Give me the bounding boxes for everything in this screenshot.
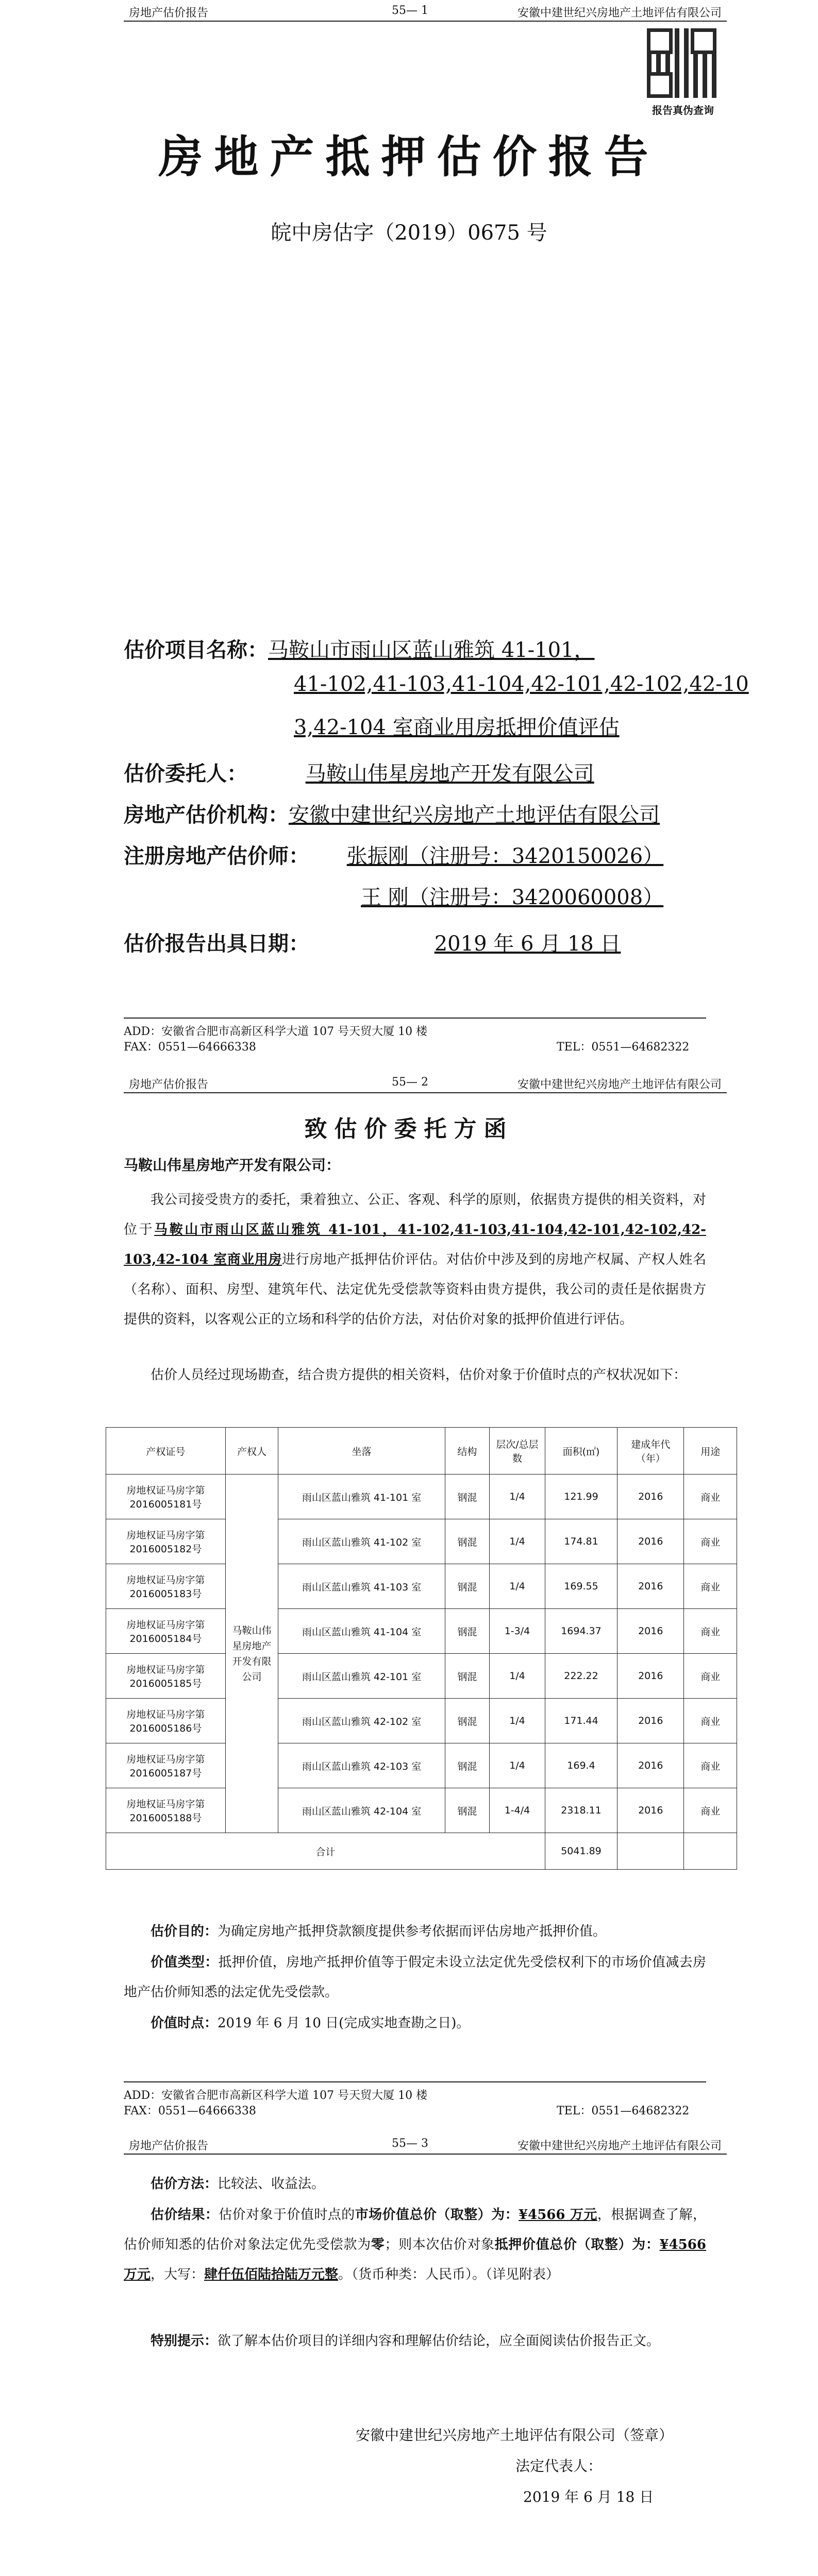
- cell-cert: 房地权证马房字第2016005181号: [106, 1475, 226, 1519]
- cell-cert: 房地权证马房字第2016005182号: [106, 1519, 226, 1564]
- table-row: [106, 1564, 737, 1609]
- cell-use: 商业: [684, 1699, 737, 1743]
- table-row: [106, 1519, 737, 1564]
- property-table: [106, 1427, 737, 1870]
- value-type-label: 价值类型：: [151, 1955, 219, 1970]
- cell-year: 2016: [617, 1654, 684, 1699]
- header-left: 房地产估价报告: [129, 7, 209, 20]
- letter-paragraph-2: 估价人员经过现场勘查，结合贵方提供的相关资料，估价对象于价值时点的产权状况如下：: [151, 1367, 687, 1383]
- cell-use: 商业: [684, 1654, 737, 1699]
- cell-structure: 钢混: [445, 1564, 489, 1609]
- cell-year: 2016: [617, 1699, 684, 1743]
- appraiser-1: 张振刚（注册号：3420150026）: [346, 844, 664, 868]
- footer-address: ADD：安徽省合肥市高新区科学大道 107 号天贸大厦 10 楼: [124, 1025, 428, 1038]
- cell-location: 雨山区蓝山雅筑 41-101 室: [278, 1475, 445, 1519]
- cell-location: 雨山区蓝山雅筑 42-103 室: [278, 1743, 445, 1788]
- report-date-row: [124, 927, 698, 957]
- table-row: [106, 1475, 737, 1519]
- report-page-2: [0, 1072, 818, 2128]
- p1-rest: 进行房地产抵押估价评估。对估价中涉及到的房地产权属、产权人姓名（名称）、面积、房型、建筑年代、法定优先受偿款等资料由贵方提供，我公司的责任是依据贵方提供的资料，以客观公正的立场和科学的估价方法，对估价对象的抵押价值进行评估。: [124, 1252, 706, 1327]
- letter-paragraph-1: [124, 1185, 706, 1334]
- report-title: 房地产抵押估价报告: [158, 131, 660, 183]
- col-floor: 层次/总层数: [490, 1428, 545, 1475]
- cell-use: 商业: [684, 1609, 737, 1654]
- cell-structure: 钢混: [445, 1475, 489, 1519]
- cell-floor: 1-3/4: [490, 1609, 545, 1654]
- value-date-text: 2019 年 6 月 10 日(完成实地查勘之日)。: [218, 2015, 470, 2031]
- cell-area: 222.22: [545, 1654, 617, 1699]
- cell-area: 171.44: [545, 1699, 617, 1743]
- project-name-line1: 马鞍山市雨山区蓝山雅筑 41-101，: [268, 638, 595, 662]
- cell-floor: 1/4: [490, 1564, 545, 1609]
- notice-label: 特别提示：: [151, 2333, 218, 2349]
- appraiser-label: 注册房地产估价师：: [124, 844, 309, 868]
- value-type-paragraph: [124, 1947, 706, 2007]
- cell-year: 2016: [617, 1564, 684, 1609]
- col-year: 建成年代（年）: [617, 1428, 684, 1475]
- col-structure: 结构: [445, 1428, 489, 1475]
- signature-date: 2019 年 6 月 18 日: [523, 2488, 654, 2505]
- cell-year: 2016: [617, 1475, 684, 1519]
- report-page-3: [0, 2133, 818, 2576]
- cell-use: 商业: [684, 1519, 737, 1564]
- table-row: [106, 1788, 737, 1833]
- cell-floor: 1/4: [490, 1475, 545, 1519]
- cell-cert: 房地权证马房字第2016005187号: [106, 1743, 226, 1788]
- cell-year: 2016: [617, 1743, 684, 1788]
- cell-year: 2016: [617, 1788, 684, 1833]
- value-date-label: 价值时点：: [151, 2015, 218, 2031]
- agency-row: [124, 799, 660, 828]
- cell-year: 2016: [617, 1609, 684, 1654]
- col-area: 面积(㎡): [545, 1428, 617, 1475]
- table-total-row: [106, 1833, 737, 1870]
- result-label: 估价结果：: [151, 2207, 219, 2223]
- footer-tel: TEL：0551—64682322: [557, 2105, 690, 2117]
- cell-cert: 房地权证马房字第2016005186号: [106, 1699, 226, 1743]
- cell-use: 商业: [684, 1788, 737, 1833]
- legal-representative: 法定代表人：: [515, 2458, 603, 2475]
- project-name-line3-row: [294, 711, 620, 740]
- cell-use: 商业: [684, 1475, 737, 1519]
- method-text: 比较法、收益法。: [218, 2176, 325, 2192]
- page-footer: [124, 2081, 706, 2117]
- header-right: 安徽中建世纪兴房地产土地评估有限公司: [517, 7, 722, 20]
- report-date-label: 估价报告出具日期：: [124, 931, 309, 956]
- footer-address: ADD：安徽省合肥市高新区科学大道 107 号天贸大厦 10 楼: [124, 2089, 428, 2102]
- header-right: 安徽中建世纪兴房地产土地评估有限公司: [517, 2140, 722, 2153]
- header-left: 房地产估价报告: [129, 2140, 209, 2153]
- result-paragraph: [124, 2200, 706, 2290]
- running-header: [124, 1072, 727, 1093]
- cell-structure: 钢混: [445, 1743, 489, 1788]
- cell-floor: 1/4: [490, 1654, 545, 1699]
- project-name-line2: 41-102,41-103,41-104,42-101,42-102,42-10: [294, 672, 749, 696]
- cell-cert: 房地权证马房字第2016005184号: [106, 1609, 226, 1654]
- qr-label: 报告真伪查询: [652, 104, 714, 116]
- cell-year: 2016: [617, 1519, 684, 1564]
- report-ref-number: 皖中房估字（2019）0675 号: [271, 221, 547, 245]
- cell-location: 雨山区蓝山雅筑 41-104 室: [278, 1609, 445, 1654]
- agency-label: 房地产估价机构：: [124, 803, 289, 827]
- col-location: 坐落: [278, 1428, 445, 1475]
- value-type-text: 抵押价值，房地产抵押价值等于假定未设立法定优先受偿权利下的市场价值减去房地产估价师知悉的法定优先受偿款。: [124, 1955, 706, 2000]
- method-label: 估价方法：: [151, 2176, 218, 2192]
- client-value: 马鞍山伟星房地产开发有限公司: [305, 762, 594, 786]
- header-right: 安徽中建世纪兴房地产土地评估有限公司: [517, 1078, 722, 1091]
- result-text-5: 。（货币种类：人民币）。（详见附表）: [338, 2267, 560, 2282]
- report-page-1: [0, 0, 818, 1066]
- table-row: [106, 1699, 737, 1743]
- footer-tel: TEL：0551—64682322: [557, 1041, 690, 1054]
- purpose-label: 估价目的：: [151, 1924, 218, 1939]
- cell-location: 雨山区蓝山雅筑 42-104 室: [278, 1788, 445, 1833]
- header-page-number: 55— 2: [392, 1076, 428, 1089]
- header-page-number: 55— 3: [392, 2137, 428, 2150]
- cell-structure: 钢混: [445, 1609, 489, 1654]
- report-date-value: 2019 年 6 月 18 日: [434, 932, 621, 956]
- footer-fax: FAX：0551—64666338: [124, 1041, 256, 1054]
- notice-text: 欲了解本估价项目的详细内容和理解估价结论，应全面阅读估价报告正文。: [218, 2333, 660, 2349]
- cell-location: 雨山区蓝山雅筑 41-102 室: [278, 1519, 445, 1564]
- purpose-text: 为确定房地产抵押贷款额度提供参考依据而评估房地产抵押价值。: [218, 1924, 607, 1939]
- mortgage-value-words: 肆仟伍佰陆拾陆万元整: [204, 2267, 339, 2282]
- p1-intro: 我公司接受贵方的委托，秉着独立、公正、客观、科学的原则，依据贵方提供的相关资料，对位于: [124, 1192, 706, 1238]
- cell-structure: 钢混: [445, 1654, 489, 1699]
- purpose-paragraph: [124, 1917, 706, 1946]
- qr-code-icon[interactable]: [647, 28, 716, 98]
- market-value: ¥4566 万元: [519, 2207, 597, 2223]
- cell-area: 121.99: [545, 1475, 617, 1519]
- client-row: [124, 757, 641, 787]
- p1-property: 马鞍山市雨山区蓝山雅筑 41-101，41-102,41-103,41-104,42-101,42-102,42-103,42-104 室商业用房: [124, 1222, 706, 1267]
- letter-addressee: 马鞍山伟星房地产开发有限公司：: [124, 1157, 341, 1174]
- running-header: [124, 2133, 727, 2155]
- table-row: [106, 1609, 737, 1654]
- appraiser-row: [124, 840, 694, 869]
- cell-area: 174.81: [545, 1519, 617, 1564]
- page-footer: [124, 1018, 706, 1054]
- cell-use: 商业: [684, 1564, 737, 1609]
- result-text-3: ；则本次估价对象: [385, 2237, 495, 2252]
- result-text-1: 估价对象于价值时点的: [219, 2207, 355, 2223]
- cell-structure: 钢混: [445, 1788, 489, 1833]
- client-label: 估价委托人：: [124, 761, 247, 786]
- cell-area: 1694.37: [545, 1609, 617, 1654]
- mortgage-value-label: 抵押价值总价（取整）为：: [494, 2237, 660, 2252]
- cell-cert: 房地权证马房字第2016005183号: [106, 1564, 226, 1609]
- result-text-4: ，大写：: [151, 2267, 205, 2282]
- cell-structure: 钢混: [445, 1519, 489, 1564]
- header-left: 房地产估价报告: [129, 1078, 209, 1091]
- total-label: 合计: [106, 1833, 545, 1870]
- cell-location: 雨山区蓝山雅筑 42-102 室: [278, 1699, 445, 1743]
- cell-area: 169.55: [545, 1564, 617, 1609]
- table-row: [106, 1743, 737, 1788]
- market-value-label: 市场价值总价（取整）为：: [355, 2207, 519, 2223]
- cell-area: 169.4: [545, 1743, 617, 1788]
- result-text-2: ，根据调查了解，估价师知悉的估价对象法定优先受偿款为: [124, 2207, 706, 2252]
- company-signature: 安徽中建世纪兴房地产土地评估有限公司（签章）: [356, 2427, 674, 2444]
- table-header-row: [106, 1428, 737, 1475]
- priority-claims: 零: [371, 2237, 385, 2252]
- cell-location: 雨山区蓝山雅筑 42-101 室: [278, 1654, 445, 1699]
- cell-cert: 房地权证马房字第2016005188号: [106, 1788, 226, 1833]
- header-page-number: 55— 1: [392, 4, 428, 17]
- project-name-row: [124, 634, 594, 663]
- cell-owner: 马鞍山伟星房地产开发有限公司: [225, 1475, 278, 1833]
- value-date-paragraph: [124, 2008, 706, 2038]
- col-cert: 产权证号: [106, 1428, 226, 1475]
- cell-floor: 1/4: [490, 1699, 545, 1743]
- running-header: [124, 0, 727, 22]
- cell-cert: 房地权证马房字第2016005185号: [106, 1654, 226, 1699]
- table-row: [106, 1654, 737, 1699]
- footer-fax: FAX：0551—64666338: [124, 2105, 256, 2117]
- letter-title: 致估价委托方函: [304, 1116, 514, 1142]
- cell-area: 2318.11: [545, 1788, 617, 1833]
- agency-value: 安徽中建世纪兴房地产土地评估有限公司: [289, 803, 660, 827]
- project-name-line3: 3,42-104 室商业用房抵押价值评估: [294, 716, 620, 739]
- project-name-line2-row: [294, 672, 749, 696]
- notice-paragraph: [124, 2326, 706, 2356]
- method-paragraph: [124, 2169, 706, 2199]
- col-use: 用途: [684, 1428, 737, 1475]
- appraiser-2: 王 刚（注册号：3420060008）: [361, 886, 664, 909]
- cell-floor: 1-4/4: [490, 1788, 545, 1833]
- col-owner: 产权人: [225, 1428, 278, 1475]
- cell-use: 商业: [684, 1743, 737, 1788]
- cell-structure: 钢混: [445, 1699, 489, 1743]
- appraiser-2-row: [361, 881, 694, 910]
- project-name-label: 估价项目名称：: [124, 638, 268, 662]
- total-area: 5041.89: [545, 1833, 617, 1870]
- cell-floor: 1/4: [490, 1743, 545, 1788]
- cell-location: 雨山区蓝山雅筑 41-103 室: [278, 1564, 445, 1609]
- mortgage-value: ¥4566 万元: [124, 2237, 706, 2282]
- cell-floor: 1/4: [490, 1519, 545, 1564]
